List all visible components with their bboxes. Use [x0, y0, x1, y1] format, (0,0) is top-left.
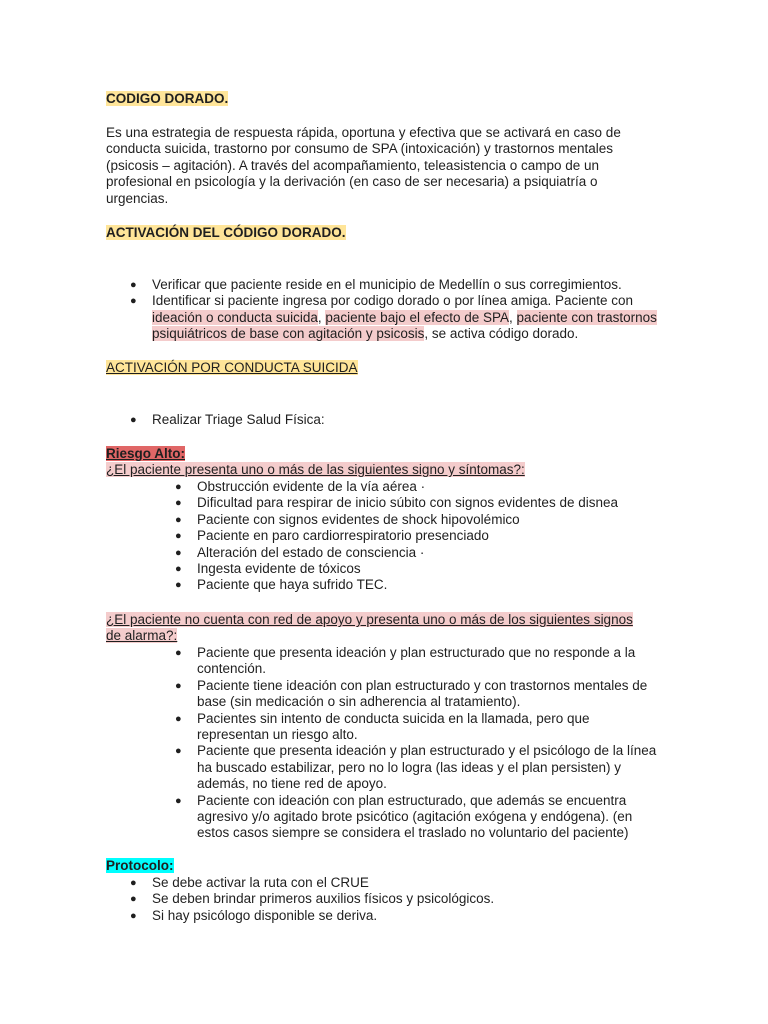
list-item [175, 544, 666, 561]
activation-item-2-prefix: Identificar si paciente ingresa por codigo dorado o por línea amiga. Paciente con [152, 293, 634, 309]
bullet-icon: ● [175, 513, 182, 526]
list-item [175, 561, 666, 577]
list-item [175, 792, 642, 842]
high-risk-question: ¿El paciente presenta uno o más de las siguientes signo y síntomas?: [106, 462, 525, 477]
separator: , [317, 309, 326, 325]
support-list [106, 645, 666, 842]
highlight-spa: paciente bajo el efecto de SPA [325, 309, 510, 325]
high-risk-label-block [106, 446, 185, 462]
list-item [175, 710, 607, 744]
activation-list [106, 277, 666, 343]
high-risk-question-block [106, 462, 525, 478]
protocol-label: Protocolo: [106, 858, 174, 873]
support-item: Paciente que presenta ideación y plan estructurado que no responde a la contención. [197, 645, 636, 677]
bullet-icon: ● [130, 414, 137, 426]
protocol-item: Se debe activar la ruta con el CRUE [152, 875, 369, 890]
high-risk-list [106, 479, 666, 594]
protocol-list [106, 875, 666, 924]
activation-item-2-suffix: , se activa código dorado. [424, 326, 579, 342]
support-question-block [106, 612, 651, 645]
list-item [130, 891, 666, 907]
list-item [175, 528, 666, 544]
list-item [175, 677, 659, 711]
high-risk-item: Dificultad para respirar de inicio súbito con signos evidentes de disnea [197, 495, 618, 511]
list-item [130, 293, 660, 342]
suicidal-heading-block [106, 360, 358, 376]
highlight-psychiatric: paciente con trastornos psiquiátricos de base con agitación y psicosis [152, 309, 657, 342]
list-item [175, 577, 666, 593]
high-risk-item: Paciente con signos evidentes de shock hipovolémico [197, 511, 520, 527]
bullet-icon: ● [175, 497, 182, 510]
bullet-icon: ● [175, 563, 182, 576]
support-item: Paciente con ideación con plan estructurado, que además se encuentra agresivo y/o agitado brote psicótico (agitación exógena y endógena). (en estos casos siempre se considera el traslado no voluntario del paciente) [197, 792, 633, 841]
activation-item-1: Verificar que paciente reside en el municipio de Medellín o sus corregimientos. [152, 277, 622, 292]
bullet-icon: ● [175, 530, 182, 543]
bullet-icon: ● [175, 679, 182, 692]
support-question: ¿El paciente no cuenta con red de apoyo y presenta uno o más de los siguientes signos de alarma?: [106, 612, 633, 644]
high-risk-item: Alteración del estado de consciencia · [197, 544, 425, 560]
bullet-icon: ● [175, 712, 182, 725]
protocol-item: Se deben brindar primeros auxilios físicos y psicológicos. [152, 891, 495, 907]
list-item [130, 412, 325, 428]
bullet-icon: ● [175, 546, 182, 559]
list-item [175, 511, 666, 528]
list-item [175, 645, 659, 678]
support-item: Paciente tiene ideación con plan estructurado y con trastornos mentales de base (sin medicación o sin adherencia al tratamiento). [197, 677, 648, 710]
list-item [130, 277, 666, 293]
list-item [130, 875, 666, 891]
triage-list [106, 412, 325, 428]
high-risk-item: Obstrucción evidente de la vía aérea · [197, 479, 426, 494]
list-item [175, 743, 659, 792]
list-item [175, 479, 666, 495]
highlight-suicidal: ideación o conducta suicida [152, 309, 318, 325]
support-item: Paciente que presenta ideación y plan estructurado y el psicólogo de la línea ha buscado estabilizar, pero no lo logra (las ideas y el plan persisten) y además, no tiene red de apoyo. [197, 743, 657, 792]
protocol-item: Si hay psicólogo disponible se deriva. [152, 907, 378, 923]
high-risk-label: Riesgo Alto: [106, 446, 185, 461]
high-risk-item: Paciente que haya sufrido TEC. [197, 577, 388, 593]
document-title-block [106, 91, 228, 107]
list-item [175, 495, 666, 511]
separator: , [509, 309, 517, 325]
bullet-icon: ● [130, 295, 137, 308]
bullet-icon: ● [130, 909, 137, 922]
bullet-icon: ● [175, 481, 182, 493]
bullet-icon: ● [130, 877, 137, 889]
support-item: Pacientes sin intento de conducta suicida en la llamada, pero que representan un riesgo alto. [197, 710, 590, 743]
triage-item: Realizar Triage Salud Física: [152, 412, 325, 427]
bullet-icon: ● [130, 893, 137, 906]
activation-heading: ACTIVACIÓN DEL CÓDIGO DORADO. [106, 225, 346, 240]
bullet-icon: ● [175, 579, 182, 592]
suicidal-heading: ACTIVACIÓN POR CONDUCTA SUICIDA [106, 360, 358, 375]
bullet-icon: ● [175, 745, 182, 758]
document-title: CODIGO DORADO. [106, 91, 229, 106]
activation-heading-block [106, 225, 346, 241]
list-item [130, 907, 666, 924]
bullet-icon: ● [175, 647, 182, 659]
bullet-icon: ● [130, 279, 137, 291]
high-risk-item: Paciente en paro cardiorrespiratorio presenciado [197, 528, 489, 544]
bullet-icon: ● [175, 794, 182, 807]
protocol-label-block [106, 858, 174, 874]
high-risk-item: Ingesta evidente de tóxicos [197, 561, 361, 577]
intro-paragraph: Es una estrategia de respuesta rápida, oportuna y efectiva que se activará en caso de conducta suicida, trastorno por consumo de SPA (intoxicación) y trastornos mentales (psicosis – agitación). A través del acompañamiento, teleasistencia o campo de un profesional en psicología y la derivación (en caso de ser necesaria) a psiquiatría o urgencias. [106, 125, 621, 206]
